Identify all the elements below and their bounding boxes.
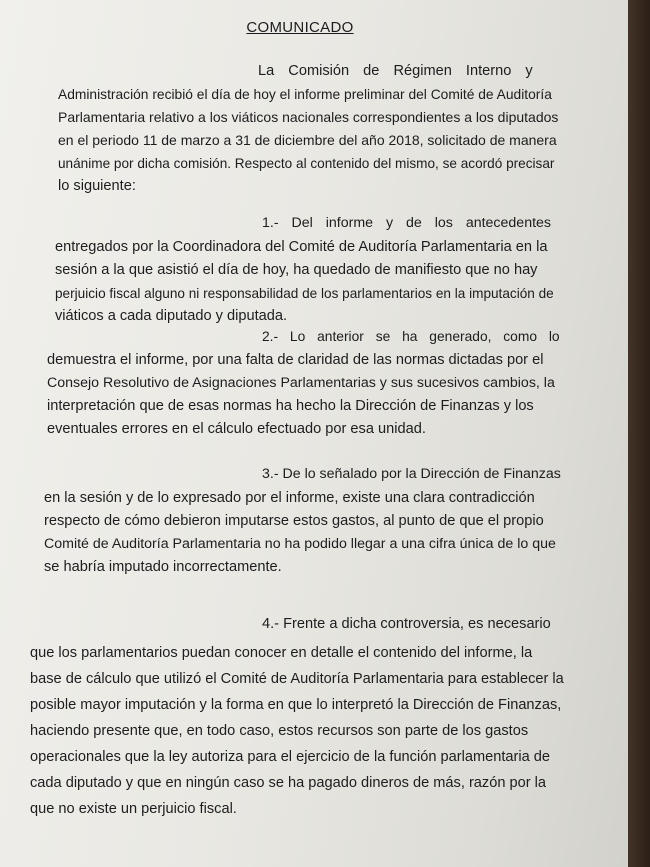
text-line: demuestra el informe, por una falta de claridad de las normas dictadas por el (47, 352, 544, 368)
text-line: en el periodo 11 de marzo a 31 de diciembre del año 2018, solicitado de manera (58, 132, 557, 148)
text-line: cada diputado y que en ningún caso se ha pagado dineros de más, razón por la (30, 775, 547, 791)
point-4-body (30, 640, 590, 822)
text-line: Comité de Auditoría Parlamentaria no ha podido llegar a una cifra única de lo que (44, 536, 556, 552)
text-line: se habría imputado incorrectamente. (44, 559, 282, 575)
text-line: en la sesión y de lo expresado por el informe, existe una clara contradicción (44, 490, 535, 506)
text-line: haciendo presente que, en todo caso, estos recursos son parte de los gastos (30, 723, 529, 739)
text-line: respecto de cómo debieron imputarse estos gastos, al punto de que el propio (44, 513, 544, 529)
text-line: que los parlamentarios puedan conocer en detalle el contenido del informe, la (30, 645, 533, 661)
text-line: eventuales errores en el cálculo efectuado por esa unidad. (47, 421, 426, 437)
point-1-body (55, 236, 557, 328)
text-line: que no existe un perjuicio fiscal. (30, 801, 237, 817)
point-1-first-line: 1.- Del informe y de los antecedentes (262, 215, 552, 231)
text-line: operacionales que la ley autoriza para el ejercicio de la función parlamentaria de (30, 749, 551, 765)
text-line: Administración recibió el día de hoy el informe preliminar del Comité de Auditoría (58, 87, 552, 102)
point-4-first-line: 4.- Frente a dicha controversia, es necesario (262, 616, 551, 632)
text-line: entregados por la Coordinadora del Comité de Auditoría Parlamentaria en la (55, 239, 548, 255)
text-line: posible mayor imputación y la forma en que lo interpretó la Dirección de Finanzas, (30, 697, 562, 713)
text-line: base de cálculo que utilizó el Comité de Auditoría Parlamentaria para establecer la (30, 671, 564, 687)
point-3-first-line: 3.- De lo señalado por la Dirección de Finanzas (262, 466, 561, 482)
text-line: Consejo Resolutivo de Asignaciones Parlamentarias y sus sucesivos cambios, la (47, 375, 555, 391)
document-title: COMUNICADO (246, 19, 354, 36)
point-2-body (47, 349, 557, 441)
text-line: lo siguiente: (58, 178, 136, 194)
paragraph-intro (58, 83, 558, 198)
point-2-first-line: 2.- Lo anterior se ha generado, como lo (262, 329, 560, 344)
point-3-body (44, 487, 560, 579)
text-line: unánime por dicha comisión. Respecto al contenido del mismo, se acordó precisar (58, 156, 555, 171)
text-line: viáticos a cada diputado y diputada. (55, 308, 288, 324)
text-line: Parlamentaria relativo a los viáticos nacionales correspondientes a los diputados (58, 109, 559, 125)
text-line: perjuicio fiscal alguno ni responsabilidad de los parlamentarios en la imputación de (55, 286, 554, 301)
text-line: interpretación que de esas normas ha hecho la Dirección de Finanzas y los (47, 398, 534, 414)
text-line: sesión a la que asistió el día de hoy, ha quedado de manifiesto que no hay (55, 262, 538, 278)
paragraph-intro-first-line: La Comisión de Régimen Interno y (258, 63, 533, 79)
